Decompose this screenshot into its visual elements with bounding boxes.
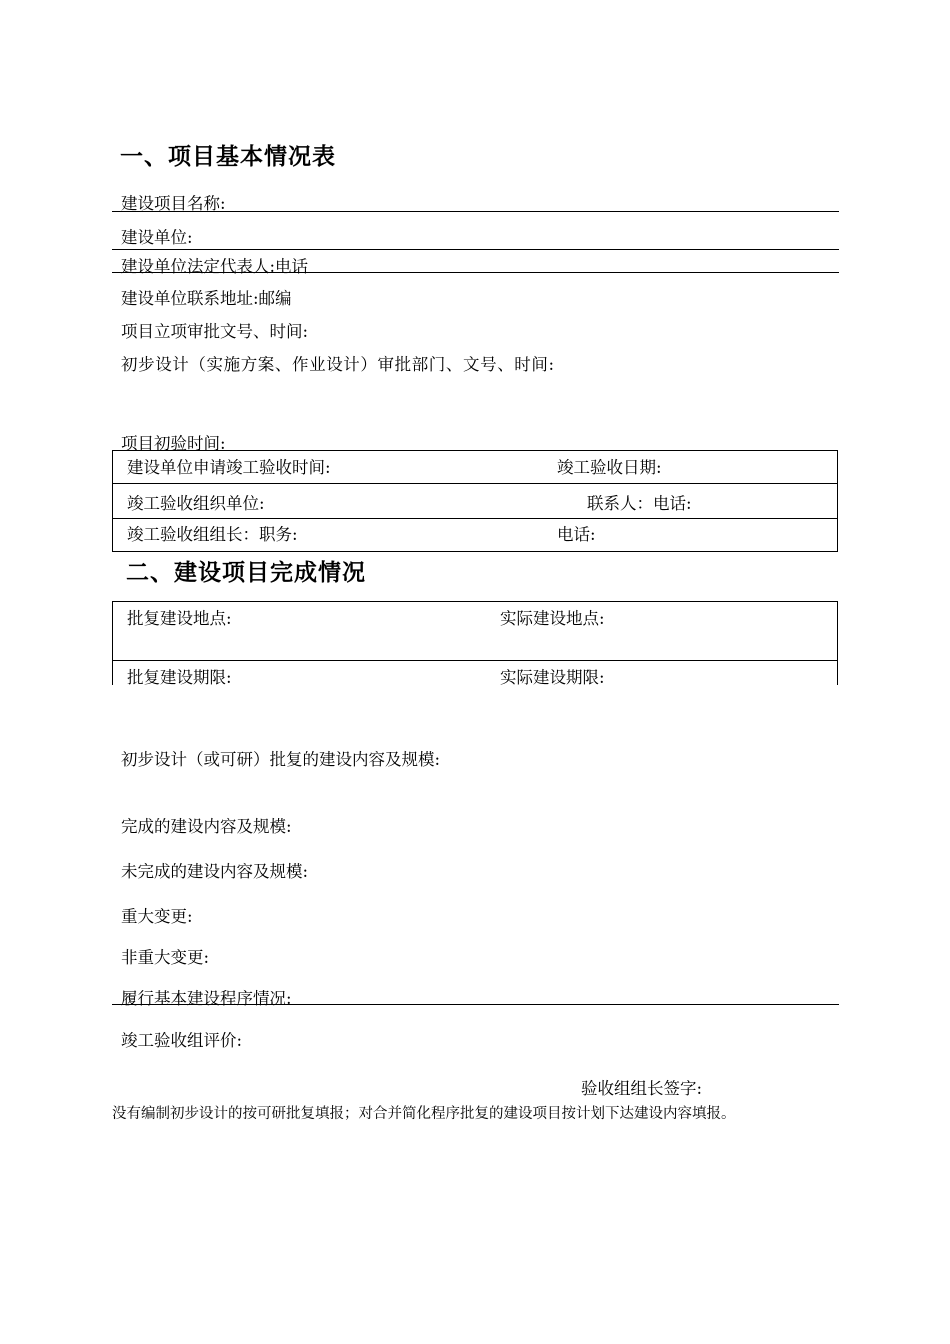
table1-row-divider	[112, 483, 838, 484]
approved-location-label: 批复建设地点:	[127, 609, 232, 628]
table1-border-left	[112, 450, 113, 551]
signature-label: 验收组组长签字:	[581, 1079, 703, 1098]
builder-label: 建设单位:	[121, 228, 193, 247]
accept-date-label: 竣工验收日期:	[557, 458, 662, 477]
divider	[112, 272, 839, 273]
table2-border-right	[837, 601, 838, 685]
table1-border-top	[112, 450, 838, 451]
actual-location-label: 实际建设地点:	[500, 609, 605, 628]
table1-border-bottom	[112, 551, 838, 552]
initial-inspection-label: 项目初验时间:	[121, 434, 226, 453]
contact-label: 联系人：电话:	[587, 494, 692, 513]
table1-row-divider	[112, 518, 838, 519]
divider	[112, 1004, 839, 1005]
legal-rep-label: 建设单位法定代表人:电话	[121, 257, 309, 276]
section1-title: 一、项目基本情况表	[120, 144, 336, 170]
section2-title: 二、建设项目完成情况	[126, 560, 366, 586]
minor-change-label: 非重大变更:	[121, 948, 210, 967]
org-unit-label: 竣工验收组织单位:	[127, 494, 265, 513]
approved-period-label: 批复建设期限:	[127, 668, 232, 687]
table2-border-left	[112, 601, 113, 685]
approval-doc-label: 项目立项审批文号、时间:	[121, 322, 309, 341]
major-change-label: 重大变更:	[121, 907, 193, 926]
table2-border-top	[112, 601, 838, 602]
phone-label: 电话:	[557, 525, 596, 544]
footnote: 没有编制初步设计的按可研批复填报；对合并简化程序批复的建设项目按计划下达建设内容填报。	[112, 1106, 736, 1122]
table2-row-divider	[112, 660, 838, 661]
uncompleted-scope-label: 未完成的建设内容及规模:	[121, 862, 309, 881]
table1-border-right	[837, 450, 838, 551]
procedure-label: 履行基本建设程序情况:	[121, 989, 292, 1008]
divider	[112, 211, 839, 212]
prelim-design-label: 初步设计（实施方案、作业设计）审批部门、文号、时间:	[121, 355, 555, 374]
actual-period-label: 实际建设期限:	[500, 668, 605, 687]
divider	[112, 249, 839, 250]
approved-scope-label: 初步设计（或可研）批复的建设内容及规模:	[121, 750, 441, 769]
apply-time-label: 建设单位申请竣工验收时间:	[127, 458, 331, 477]
address-label: 建设单位联系地址:邮编	[121, 289, 292, 308]
leader-label: 竣工验收组组长：职务:	[127, 525, 298, 544]
evaluation-label: 竣工验收组评价:	[121, 1031, 243, 1050]
project-name-label: 建设项目名称:	[121, 194, 226, 213]
completed-scope-label: 完成的建设内容及规模:	[121, 817, 292, 836]
